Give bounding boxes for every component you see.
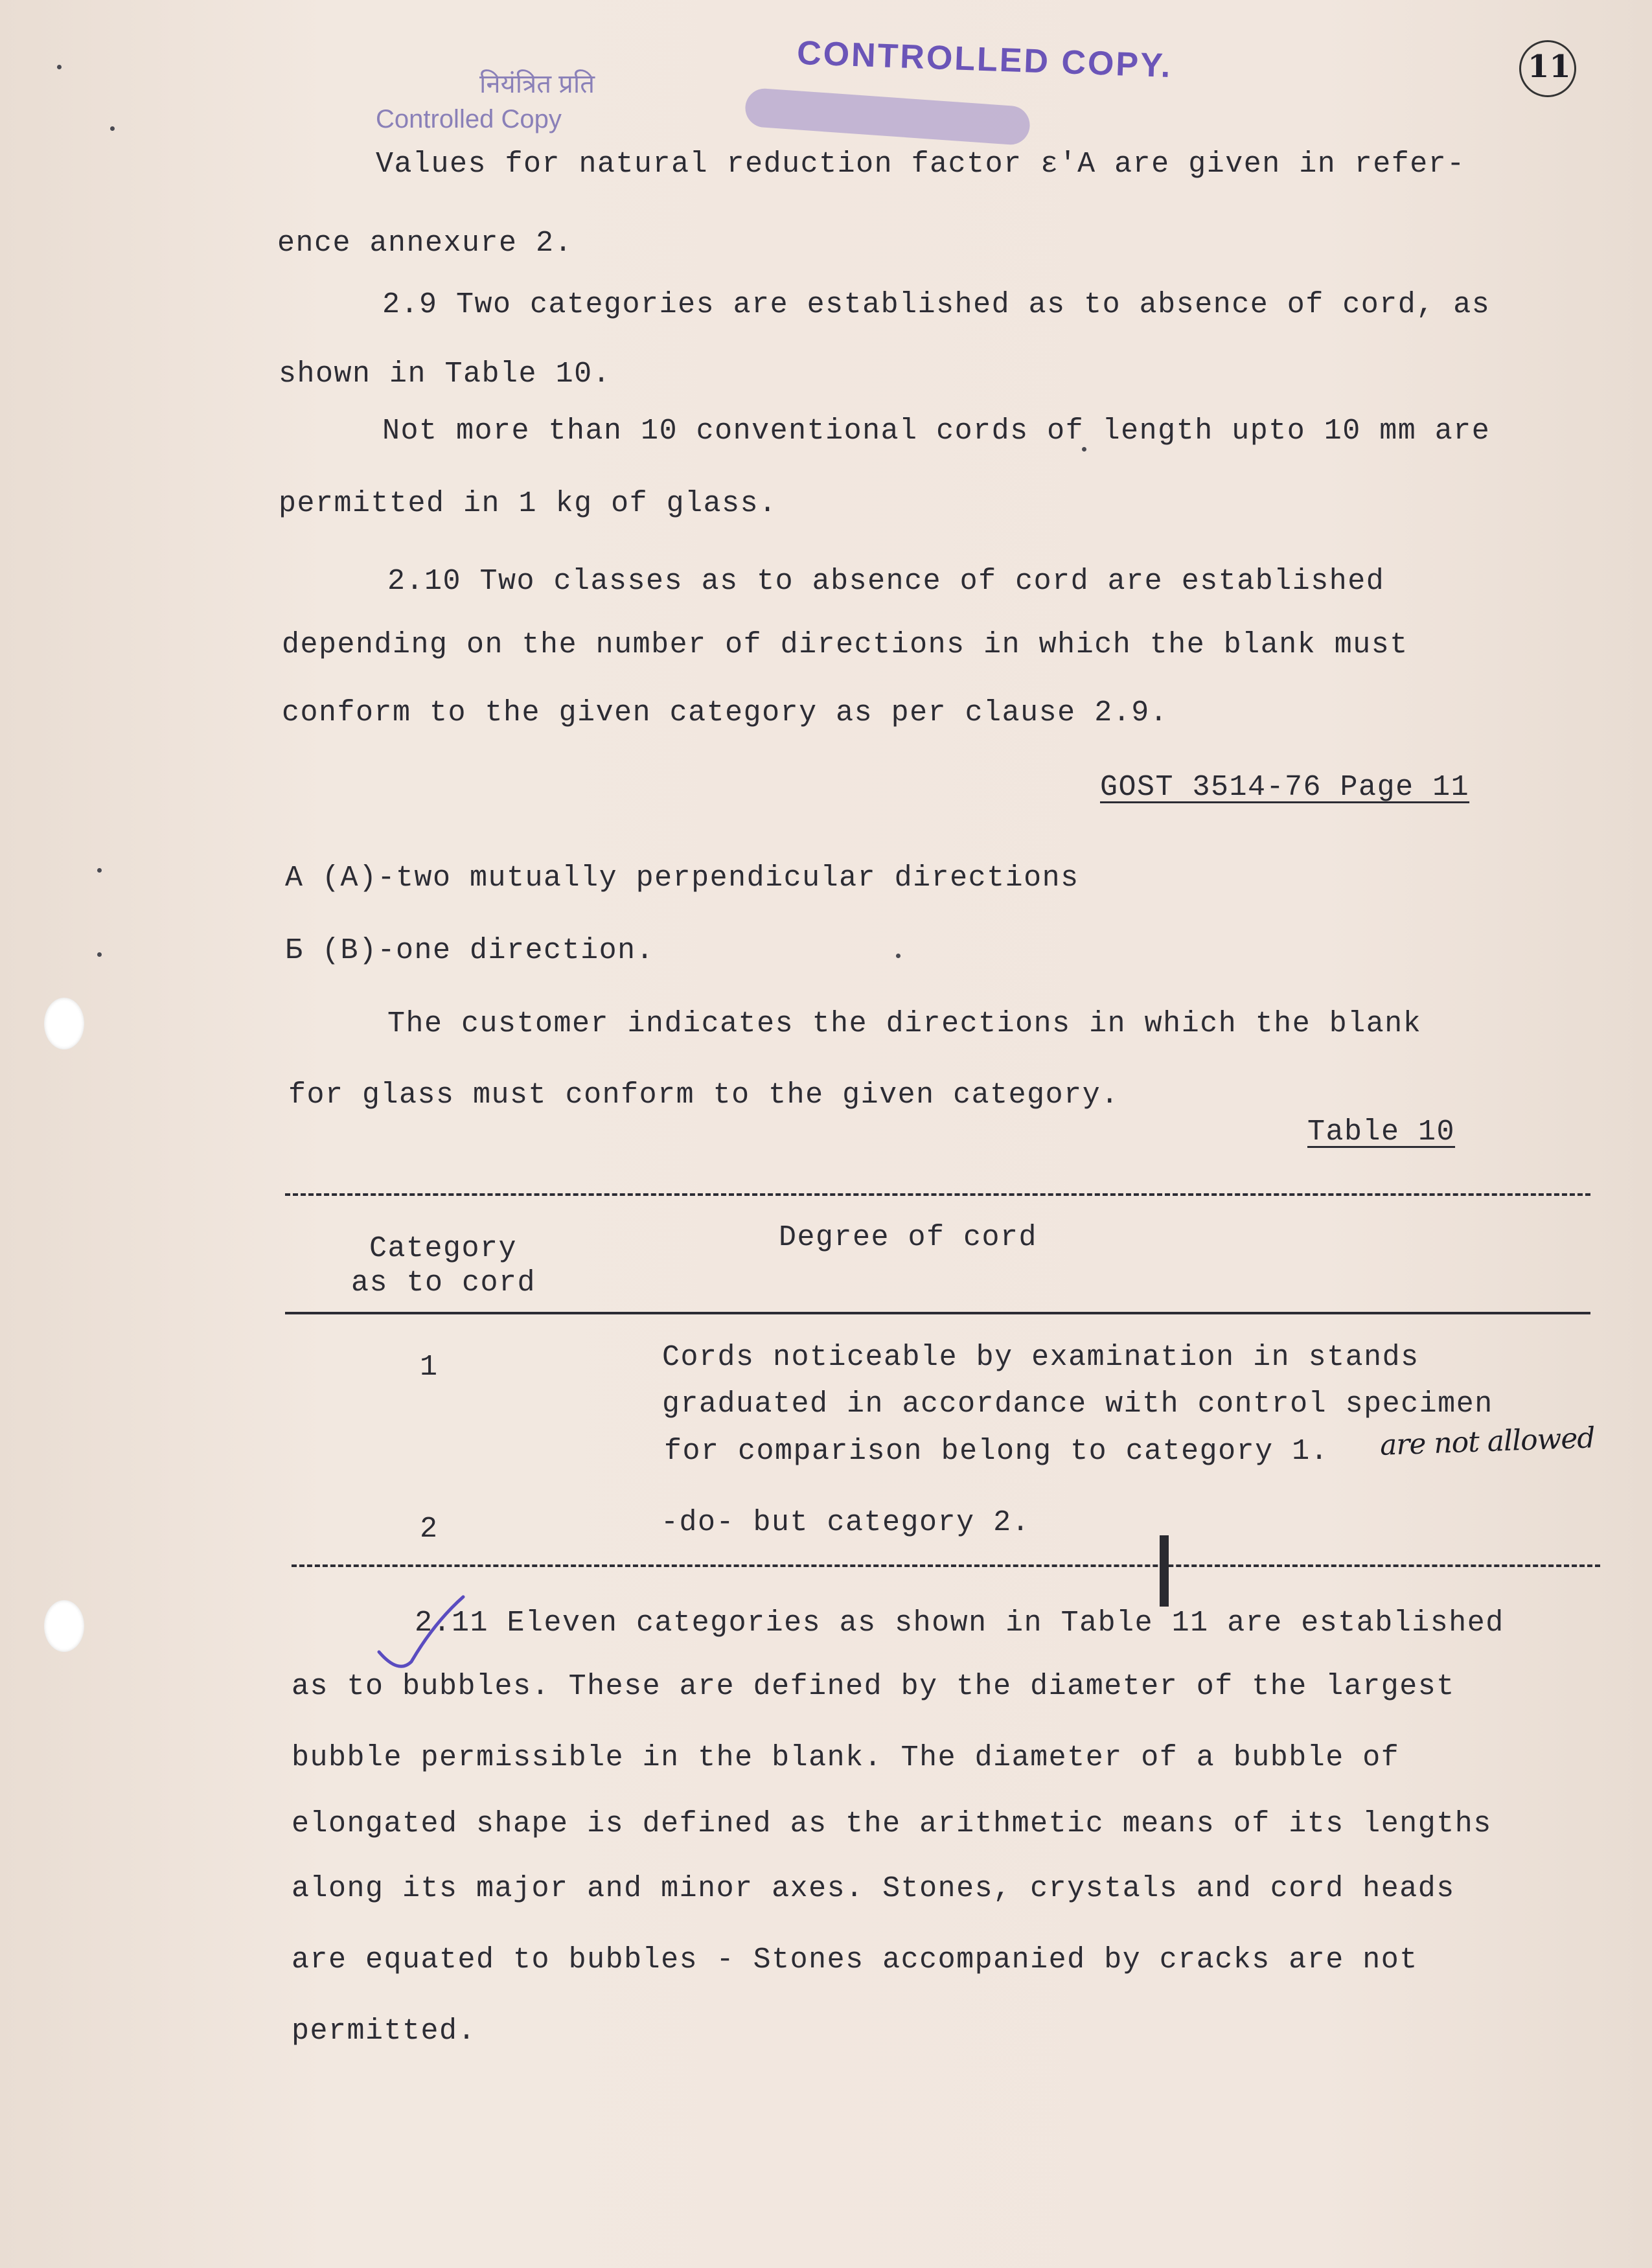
class-a: A (A)-two mutually perpendicular directions bbox=[285, 862, 1079, 895]
clause-2-11-line5: along its major and minor axes. Stones, crystals and cord heads bbox=[292, 1872, 1455, 1905]
stamp-controlled-copy: Controlled Copy bbox=[376, 105, 562, 133]
running-header: GOST 3514-76 Page 11 bbox=[1100, 771, 1470, 804]
row1-text-line1: Cords noticeable by examination in stands bbox=[662, 1341, 1419, 1374]
margin-speck bbox=[97, 952, 102, 957]
margin-speck bbox=[57, 65, 62, 69]
col-header-category-line1: Category bbox=[369, 1232, 518, 1265]
table-top-rule bbox=[285, 1193, 1590, 1196]
clause-2-9-line2: shown in Table 10. bbox=[279, 358, 612, 391]
row2-text: -do- but category 2. bbox=[661, 1506, 1031, 1539]
row1-category: 1 bbox=[420, 1351, 439, 1384]
table-header-rule bbox=[285, 1312, 1590, 1314]
stamp-hindi: नियंत्रित प्रति bbox=[479, 70, 595, 98]
clause-2-11-line1: 2.11 Eleven categories as shown in Table 11 are established bbox=[415, 1607, 1504, 1640]
ink-mark-vertical bbox=[1160, 1535, 1169, 1607]
clause-2-11-line2: as to bubbles. These are defined by the diameter of the largest bbox=[292, 1670, 1455, 1703]
line-annexure: ence annexure 2. bbox=[277, 227, 573, 260]
margin-speck bbox=[97, 868, 102, 873]
clause-2-10-line2: depending on the number of directions in which the blank must bbox=[282, 628, 1408, 661]
col-header-degree: Degree of cord bbox=[779, 1221, 1038, 1254]
cords-limit-line1: Not more than 10 conventional cords of length upto 10 mm are bbox=[382, 415, 1491, 448]
col-header-category-line2: as to cord bbox=[351, 1266, 536, 1300]
clause-2-11-line4: elongated shape is defined as the arithmetic means of its lengths bbox=[292, 1807, 1492, 1840]
punch-hole-upper bbox=[44, 998, 84, 1049]
row1-text-line3: for comparison belong to category 1. bbox=[664, 1435, 1329, 1468]
cords-limit-line2: permitted in 1 kg of glass. bbox=[279, 487, 777, 520]
punch-hole-lower bbox=[44, 1600, 84, 1652]
row2-category: 2 bbox=[420, 1513, 439, 1546]
clause-2-10-line1: 2.10 Two classes as to absence of cord are established bbox=[387, 565, 1385, 598]
class-b: Б (B)-one direction. bbox=[285, 934, 655, 967]
row1-text-line2: graduated in accordance with control specimen bbox=[662, 1388, 1493, 1421]
customer-line2: for glass must conform to the given category. bbox=[288, 1079, 1119, 1112]
table-bottom-rule bbox=[292, 1564, 1600, 1567]
clause-2-11-line6: are equated to bubbles - Stones accompanied by cracks are not bbox=[292, 1943, 1418, 1976]
clause-2-11-line7: permitted. bbox=[292, 2015, 477, 2048]
page-number: 11 bbox=[1528, 49, 1571, 85]
margin-speck bbox=[896, 954, 901, 958]
table-caption: Table 10 bbox=[1307, 1116, 1456, 1149]
line-reduction-factor: Values for natural reduction factor ε'A are given in refer- bbox=[376, 148, 1465, 181]
margin-speck bbox=[1082, 447, 1086, 452]
clause-2-10-line3: conform to the given category as per clause 2.9. bbox=[282, 696, 1169, 729]
customer-line1: The customer indicates the directions in which the blank bbox=[387, 1007, 1422, 1040]
row1-handwritten-note: are not allowed bbox=[1379, 1421, 1596, 1462]
margin-speck bbox=[110, 126, 115, 131]
clause-2-9-line1: 2.9 Two categories are established as to absence of cord, as bbox=[382, 288, 1491, 321]
stamp-controlled-copy-large: CONTROLLED COPY. bbox=[796, 34, 1173, 86]
clause-2-11-line3: bubble permissible in the blank. The diameter of a bubble of bbox=[292, 1741, 1400, 1774]
